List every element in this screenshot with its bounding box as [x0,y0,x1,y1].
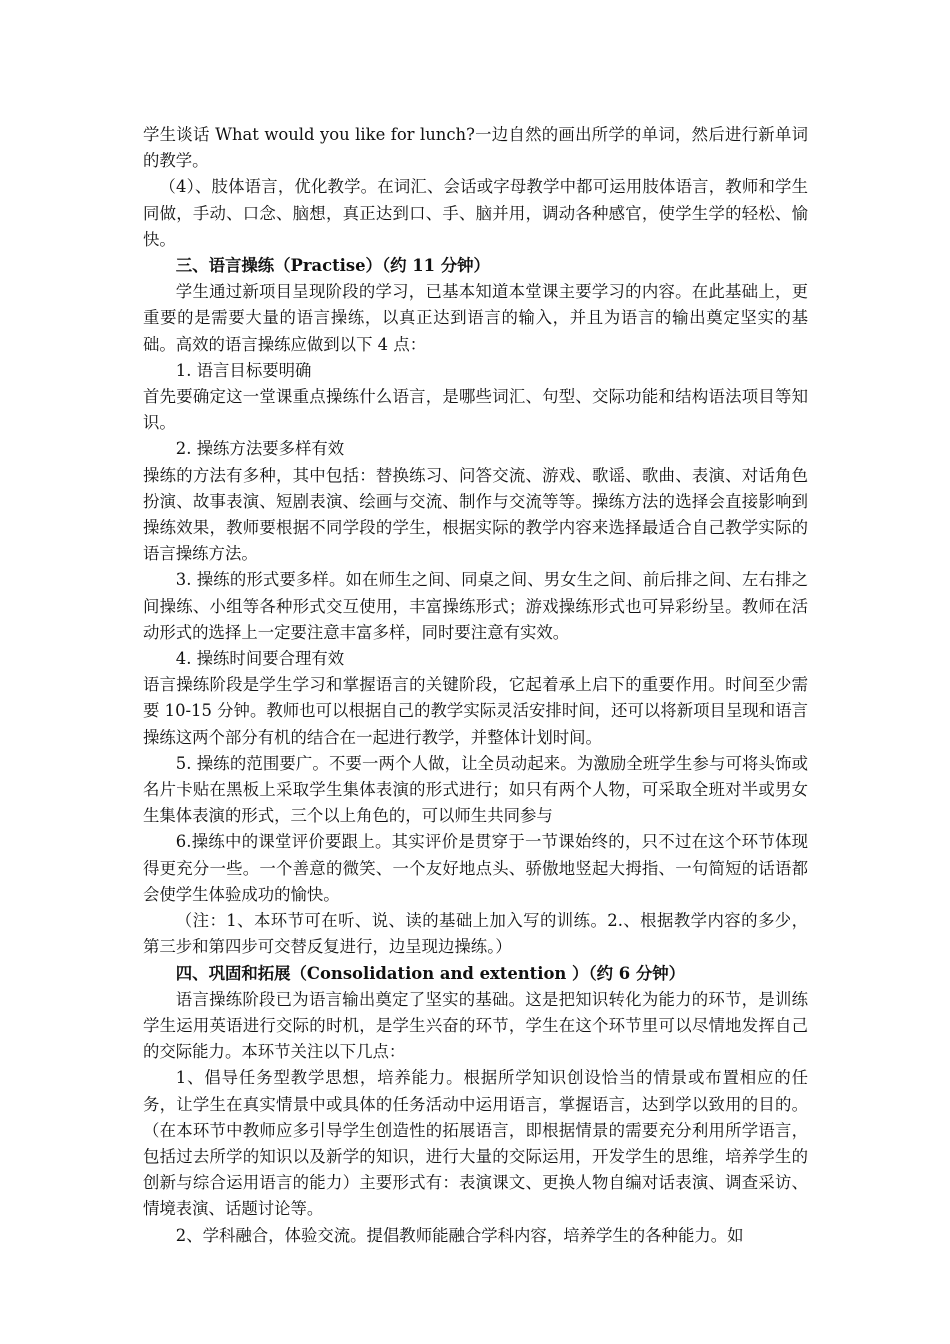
paragraph: 语言操练阶段已为语言输出奠定了坚实的基础。这是把知识转化为能力的环节，是训练学生运用英语进行交际的时机，是学生兴奋的环节，学生在这个环节里可以尽情地发挥自己的交际能力。本环节关注以下几点： [143,989,808,1062]
paragraph: 学生谈话 What would you like for lunch?一边自然的画出所学的单词，然后进行新单词的教学。 [143,125,808,171]
paragraph: 学生通过新项目呈现阶段的学习，已基本知道本堂课主要学习的内容。在此基础上，更重要的是需要大量的语言操练，以真正达到语言的输入，并且为语言的输出奠定坚实的基础。高效的语言操练应做到以下 4 点： [143,282,808,354]
paragraph: （4）、肢体语言，优化教学。在词汇、会话或字母教学中都可运用肢体语言，教师和学生同做，手动、口念、脑想，真正达到口、手、脑并用，调动各种感官，使学生学的轻松、愉快。 [143,177,808,249]
paragraph: 3. 操练的形式要多样。如在师生之间、同桌之间、男女生之间、前后排之间、左右排之间操练、小组等各种形式交互使用，丰富操练形式；游戏操练形式也可异彩纷呈。教师在活动形式的选择上一定要注意丰富多样，同时要注意有实效。 [143,570,808,642]
paragraph: 2、学科融合，体验交流。提倡教师能融合学科内容，培养学生的各种能力。如 [175,1225,744,1245]
subheading: 2. 操练方法要多样有效 [175,439,345,459]
paragraph: 语言操练阶段是学生学习和掌握语言的关键阶段，它起着承上启下的重要作用。时间至少需要 10-15 分钟。教师也可以根据自己的教学实际灵活安排时间，还可以将新项目呈现和语言操练这两个部分有机的结合在一起进行教学，并整体计划时间。 [143,675,808,747]
note-paragraph: （注：1、本环节可在听、说、读的基础上加入写的训练。2.、根据教学内容的多少，第三步和第四步可交替反复进行，边呈现边操练。） [143,911,808,957]
section-heading: 四、巩固和拓展（Consolidation and extention ）（约 6 分钟） [175,963,685,983]
subheading: 1. 语言目标要明确 [175,360,312,380]
paragraph: 首先要确定这一堂课重点操练什么语言，是哪些词汇、句型、交际功能和结构语法项目等知识。 [143,387,808,433]
document-body [143,122,808,1249]
paragraph: 6.操练中的课堂评价要跟上。其实评价是贯穿于一节课始终的，只不过在这个环节体现得更充分一些。一个善意的微笑、一个友好地点头、骄傲地竖起大拇指、一句简短的话语都会使学生体验成功的愉快。 [143,832,808,904]
paragraph: 5. 操练的范围要广。不要一两个人做，让全员动起来。为激励全班学生参与可将头饰或名片卡贴在黑板上采取学生集体表演的形式进行；如只有两个人物，可采取全班对半或男女生集体表演的形式，三个以上角色的，可以师生共同参与 [143,753,808,826]
paragraph: 1、倡导任务型教学思想，培养能力。根据所学知识创设恰当的情景或布置相应的任务，让学生在真实情景中或具体的任务活动中运用语言，掌握语言，达到学以致用的目的。（在本环节中教师应多引导学生创造性的拓展语言，即根据情景的需要充分利用所学语言，包括过去所学的知识以及新学的知识，进行大量的交际运用，开发学生的思维，培养学生的创新与综合运用语言的能力）主要形式有：表演课文、更换人物自编对话表演、调查采访、情境表演、话题讨论等。 [143,1068,808,1219]
paragraph: 操练的方法有多种，其中包括：替换练习、问答交流、游戏、歌谣、歌曲、表演、对话角色扮演、故事表演、短剧表演、绘画与交流、制作与交流等等。操练方法的选择会直接影响到操练效果，教师要根据不同学段的学生，根据实际的教学内容来选择最适合自己教学实际的语言操练方法。 [143,465,808,564]
subheading: 4. 操练时间要合理有效 [175,649,345,669]
section-heading: 三、语言操练（Practise）（约 11 分钟） [175,256,490,276]
